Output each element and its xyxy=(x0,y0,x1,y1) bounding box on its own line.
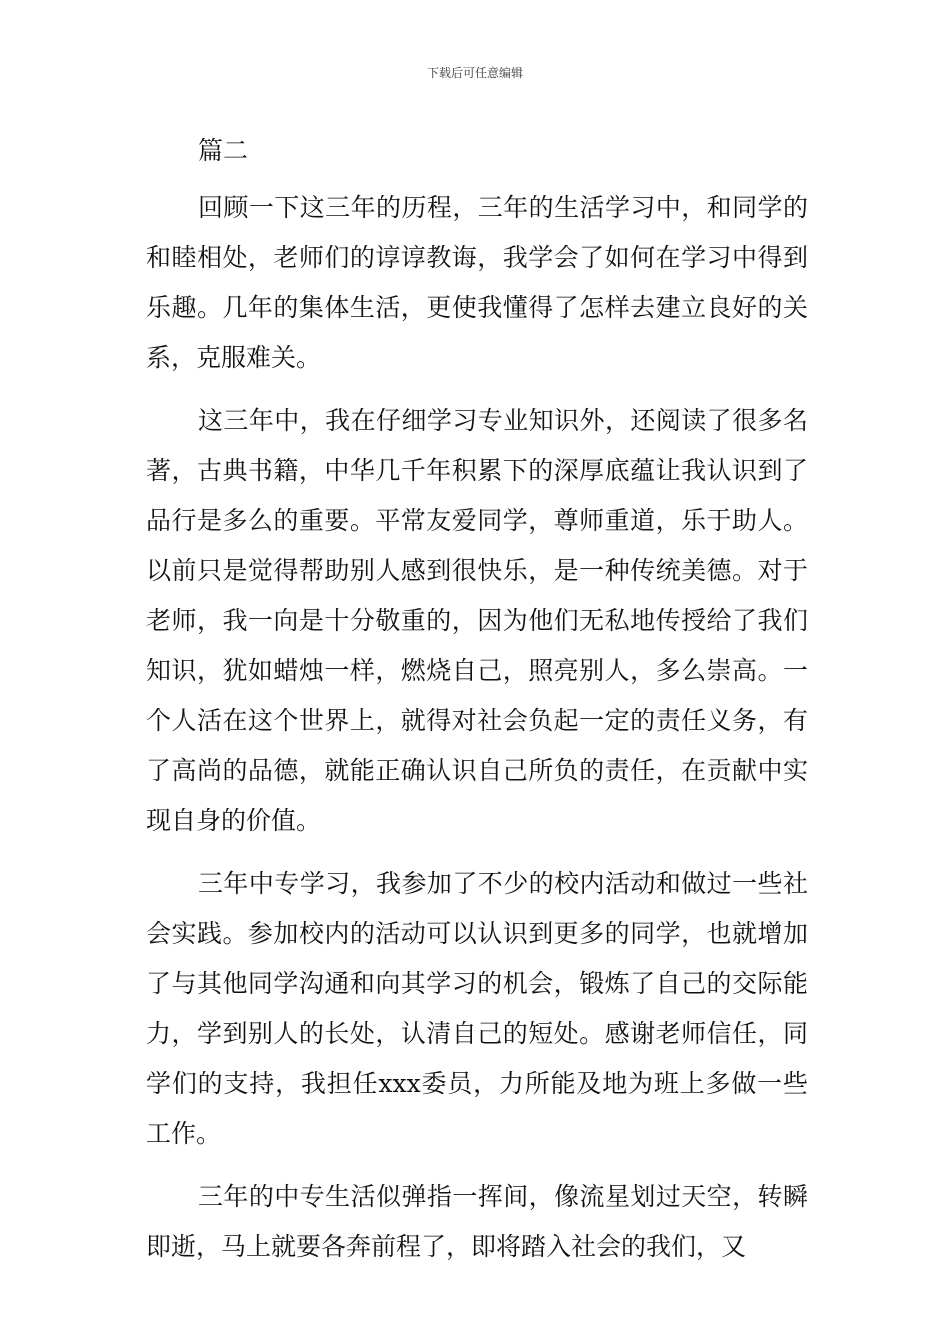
document-body xyxy=(146,132,808,1272)
paragraph-4: 三年的中专生活似弹指一挥间，像流星划过天空，转瞬即逝，马上就要各奔前程了，即将踏入社会的我们，又 xyxy=(146,1182,808,1261)
paragraph-1: 回顾一下这三年的历程，三年的生活学习中，和同学的和睦相处，老师们的谆谆教诲，我学会了如何在学习中得到乐趣。几年的集体生活，更使我懂得了怎样去建立良好的关系，克服难关。 xyxy=(146,193,808,372)
section-heading: 篇二 xyxy=(198,136,249,165)
paragraph-3: 三年中专学习，我参加了不少的校内活动和做过一些社会实践。参加校内的活动可以认识到更多的同学，也就增加了与其他同学沟通和向其学习的机会，锻炼了自己的交际能力，学到别人的长处，认清自己的短处。感谢老师信任，同学们的支持，我担任xxx委员，力所能及地为班上多做一些工作。 xyxy=(146,869,808,1148)
paragraph-2: 这三年中，我在仔细学习专业知识外，还阅读了很多名著，古典书籍，中华几千年积累下的深厚底蕴让我认识到了品行是多么的重要。平常友爱同学，尊师重道，乐于助人。以前只是觉得帮助别人感到很快乐，是一种传统美德。对于老师，我一向是十分敬重的，因为他们无私地传授给了我们知识，犹如蜡烛一样，燃烧自己，照亮别人，多么崇高。一个人活在这个世界上，就得对社会负起一定的责任义务，有了高尚的品德，就能正确认识自己所负的责任，在贡献中实现自身的价值。 xyxy=(146,406,808,835)
header-note: 下载后可任意编辑 xyxy=(426,66,523,80)
